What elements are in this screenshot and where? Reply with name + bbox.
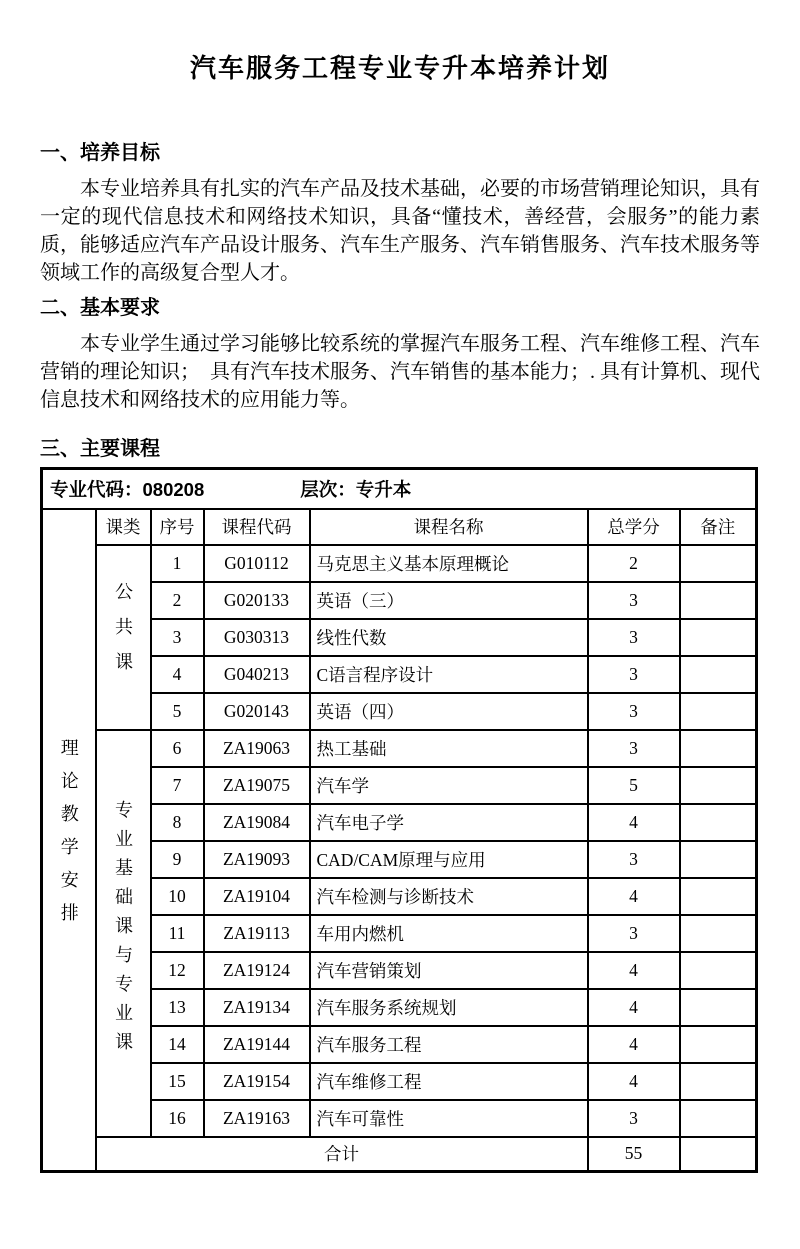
course-no: 9 <box>151 841 204 878</box>
course-credits: 3 <box>588 1100 680 1137</box>
course-code: ZA19163 <box>204 1100 310 1137</box>
course-name: 汽车服务系统规划 <box>310 989 588 1026</box>
course-name: 汽车维修工程 <box>310 1063 588 1100</box>
course-code: G020133 <box>204 582 310 619</box>
program-level: 层次：专升本 <box>300 478 412 500</box>
section-2-body: 本专业学生通过学习能够比较系统的掌握汽车服务工程、汽车维修工程、汽车营销的理论知识； 具有汽车技术服务、汽车销售的基本能力；. 具有计算机、现代信息技术和网络技术的应用能力等。 <box>40 333 760 411</box>
course-no: 2 <box>151 582 204 619</box>
header-name: 课程名称 <box>310 509 588 545</box>
category-label-public: 公共课 <box>113 582 133 687</box>
table-row <box>42 545 757 582</box>
course-remark <box>680 1100 757 1137</box>
course-name: 英语（三） <box>310 582 588 619</box>
category-label-major: 专业基础课与专业课 <box>113 800 133 1061</box>
category-cell-public <box>96 545 151 730</box>
course-credits: 3 <box>588 841 680 878</box>
section-2-heading: 二、基本要求 <box>40 297 160 319</box>
header-code: 课程代码 <box>204 509 310 545</box>
course-remark <box>680 656 757 693</box>
course-no: 10 <box>151 878 204 915</box>
table-meta-row <box>42 469 757 509</box>
course-remark <box>680 989 757 1026</box>
course-code: ZA19134 <box>204 989 310 1026</box>
course-code: ZA19154 <box>204 1063 310 1100</box>
course-name: 英语（四） <box>310 693 588 730</box>
section-3-heading: 三、主要课程 <box>40 438 160 460</box>
course-remark <box>680 952 757 989</box>
course-name: C语言程序设计 <box>310 656 588 693</box>
course-no: 11 <box>151 915 204 952</box>
course-credits: 5 <box>588 767 680 804</box>
table-header-row <box>42 509 757 545</box>
course-no: 13 <box>151 989 204 1026</box>
page-title: 汽车服务工程专业专升本培养计划 <box>189 53 610 83</box>
course-credits: 3 <box>588 693 680 730</box>
course-code: G010112 <box>204 545 310 582</box>
row-group-cell <box>42 509 96 1172</box>
course-no: 1 <box>151 545 204 582</box>
course-code: ZA19093 <box>204 841 310 878</box>
course-credits: 4 <box>588 952 680 989</box>
course-no: 14 <box>151 1026 204 1063</box>
course-remark <box>680 878 757 915</box>
total-remark <box>680 1137 757 1172</box>
course-no: 15 <box>151 1063 204 1100</box>
course-remark <box>680 619 757 656</box>
course-name: 汽车营销策划 <box>310 952 588 989</box>
course-remark <box>680 1063 757 1100</box>
course-name: 热工基础 <box>310 730 588 767</box>
course-credits: 3 <box>588 656 680 693</box>
course-no: 8 <box>151 804 204 841</box>
course-code: ZA19063 <box>204 730 310 767</box>
course-name: 汽车学 <box>310 767 588 804</box>
course-code: ZA19124 <box>204 952 310 989</box>
course-no: 12 <box>151 952 204 989</box>
course-remark <box>680 582 757 619</box>
course-credits: 3 <box>588 582 680 619</box>
course-no: 6 <box>151 730 204 767</box>
course-name: 马克思主义基本原理概论 <box>310 545 588 582</box>
course-table <box>40 467 758 1173</box>
header-credits: 总学分 <box>588 509 680 545</box>
total-label: 合计 <box>96 1137 588 1172</box>
course-code: ZA19104 <box>204 878 310 915</box>
course-credits: 4 <box>588 989 680 1026</box>
course-name: 线性代数 <box>310 619 588 656</box>
table-row <box>42 730 757 767</box>
course-code: ZA19144 <box>204 1026 310 1063</box>
course-remark <box>680 804 757 841</box>
section-1-heading: 一、培养目标 <box>40 142 160 164</box>
course-code: ZA19113 <box>204 915 310 952</box>
header-remark: 备注 <box>680 509 757 545</box>
meta-cell <box>42 469 757 509</box>
course-name: 汽车可靠性 <box>310 1100 588 1137</box>
course-name: 汽车检测与诊断技术 <box>310 878 588 915</box>
course-credits: 3 <box>588 730 680 767</box>
total-credits: 55 <box>588 1137 680 1172</box>
course-no: 5 <box>151 693 204 730</box>
course-credits: 3 <box>588 915 680 952</box>
table-total-row <box>42 1137 757 1172</box>
course-name: 汽车服务工程 <box>310 1026 588 1063</box>
course-code: G020143 <box>204 693 310 730</box>
course-credits: 4 <box>588 1063 680 1100</box>
course-name: 车用内燃机 <box>310 915 588 952</box>
course-remark <box>680 693 757 730</box>
course-credits: 4 <box>588 1026 680 1063</box>
course-code: G040213 <box>204 656 310 693</box>
document-page <box>0 50 800 1249</box>
course-code: ZA19075 <box>204 767 310 804</box>
course-remark <box>680 915 757 952</box>
course-code: G030313 <box>204 619 310 656</box>
course-remark <box>680 1026 757 1063</box>
course-remark <box>680 767 757 804</box>
header-no: 序号 <box>151 509 204 545</box>
course-remark <box>680 841 757 878</box>
course-no: 4 <box>151 656 204 693</box>
category-cell-major <box>96 730 151 1137</box>
course-credits: 3 <box>588 619 680 656</box>
course-credits: 4 <box>588 804 680 841</box>
course-code: ZA19084 <box>204 804 310 841</box>
course-name: CAD/CAM原理与应用 <box>310 841 588 878</box>
course-no: 3 <box>151 619 204 656</box>
row-group-label: 理论教学安排 <box>58 738 79 937</box>
section-1-body: 本专业培养具有扎实的汽车产品及技术基础，必要的市场营销理论知识，具有一定的现代信息技术和网络技术知识，具备“懂技术，善经营，会服务”的能力素质，能够适应汽车产品设计服务、汽车生产服务、汽车销售服务、汽车技术服务等领域工作的高级复合型人才。 <box>40 178 760 284</box>
course-no: 7 <box>151 767 204 804</box>
course-no: 16 <box>151 1100 204 1137</box>
course-credits: 2 <box>588 545 680 582</box>
major-code: 专业代码：080208 <box>50 478 205 500</box>
course-name: 汽车电子学 <box>310 804 588 841</box>
header-category: 课类 <box>96 509 151 545</box>
course-credits: 4 <box>588 878 680 915</box>
course-remark <box>680 730 757 767</box>
course-remark <box>680 545 757 582</box>
